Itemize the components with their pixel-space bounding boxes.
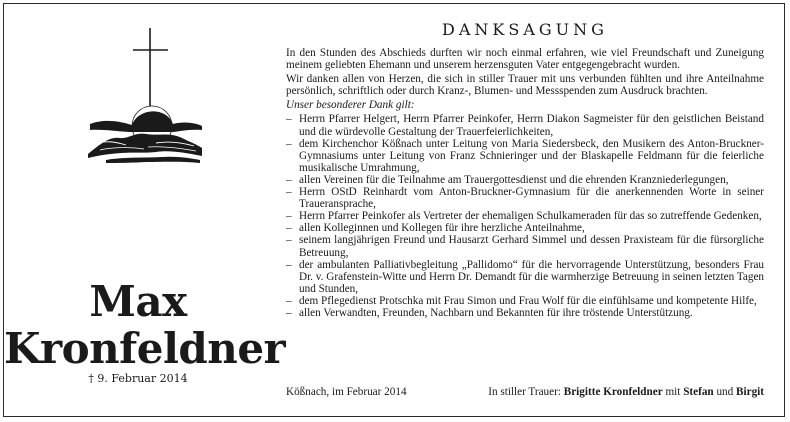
list-item: – Herrn Pfarrer Helgert, Herrn Pfarrer Peinkofer, Herrn Diakon Sagmeister für den geistlichen Beistand und die würdevolle Gestaltung der Trauerfeierlichkeiten, bbox=[286, 113, 764, 137]
mourning-label: In stiller Trauer: bbox=[488, 386, 561, 398]
list-item: – allen Vereinen für die Teilnahme am Trauergottesdienst und die ehrenden Kranzniederlegungen, bbox=[286, 174, 764, 186]
deceased-first-name: Max bbox=[89, 277, 187, 326]
intro-paragraph-1: In den Stunden des Abschieds durften wir noch einmal erfahren, wie viel Freundschaft und Zuneigung meinem geliebten Ehemann und unserem herzensguten Vater entgegengebracht wurden. bbox=[286, 47, 764, 72]
connector-mit: mit bbox=[665, 386, 681, 398]
list-item: – Herrn Pfarrer Peinkofer als Vertreter der ehemaligen Schulkameraden für das so zutreffende Gedenken, bbox=[286, 210, 764, 222]
thanks-panel bbox=[286, 4, 764, 416]
list-item: – seinem langjährigen Freund und Hausarzt Gerhard Simmel und dessen Praxisteam für die fürsorgliche Betreuung, bbox=[286, 234, 764, 258]
mourners bbox=[488, 386, 764, 399]
deceased-panel bbox=[4, 4, 286, 416]
list-item: – allen Verwandten, Freunden, Nachbarn und Bekannten für ihre tröstende Unterstützung. bbox=[286, 307, 764, 319]
cross-sunset-mountains-icon bbox=[86, 26, 204, 172]
deceased-last-name: Kronfeldner bbox=[4, 324, 286, 373]
list-item: – dem Pflegedienst Protschka mit Frau Simon und Frau Wolf für die einfühlsame und kompetente Hilfe, bbox=[286, 295, 764, 307]
special-thanks-lead: Unser besonderer Dank gilt: bbox=[286, 99, 415, 112]
list-item: – der ambulanten Palliativbegleitung „Pallidomo“ für die hervorragende Unterstützung, besonders Frau Dr. v. Grafenstein-Witte und Herrn Dr. Demandt für die warmherzige Betreuung in seinen letzten Tagen und Stunden, bbox=[286, 259, 764, 295]
page-title: DANKSAGUNG bbox=[442, 20, 608, 39]
obituary-card bbox=[3, 3, 785, 417]
mourner-second: Stefan bbox=[683, 386, 714, 398]
death-date: † 9. Februar 2014 bbox=[88, 372, 188, 385]
intro-paragraph-2: Wir danken allen von Herzen, die sich in stiller Trauer mit uns verbunden fühlten und ihre Anteilnahme persönlich, schriftlich oder durch Kranz-, Blumen- und Messspenden zum Ausdruck brachten. bbox=[286, 73, 764, 98]
list-item: – allen Kolleginnen und Kollegen für ihre herzliche Anteilnahme, bbox=[286, 222, 764, 234]
connector-und: und bbox=[716, 386, 734, 398]
mourner-main: Brigitte Kronfeldner bbox=[563, 386, 663, 398]
list-item: – dem Kirchenchor Kößnach unter Leitung von Maria Siedersbeck, den Musikern des Anton-Bruckner-Gymnasiums unter Leitung von Franz Schnieringer und der Blaskapelle Feldmann für die feierliche musikalische Umrahmung, bbox=[286, 138, 764, 174]
list-item: – Herrn OStD Reinhardt vom Anton-Bruckner-Gymnasium für die anerkennenden Worte in seiner Traueransprache, bbox=[286, 186, 764, 210]
thanks-text bbox=[286, 47, 764, 319]
mourner-third: Birgit bbox=[736, 386, 764, 398]
place-date: Kößnach, im Februar 2014 bbox=[286, 386, 407, 398]
thanks-list bbox=[286, 113, 764, 319]
